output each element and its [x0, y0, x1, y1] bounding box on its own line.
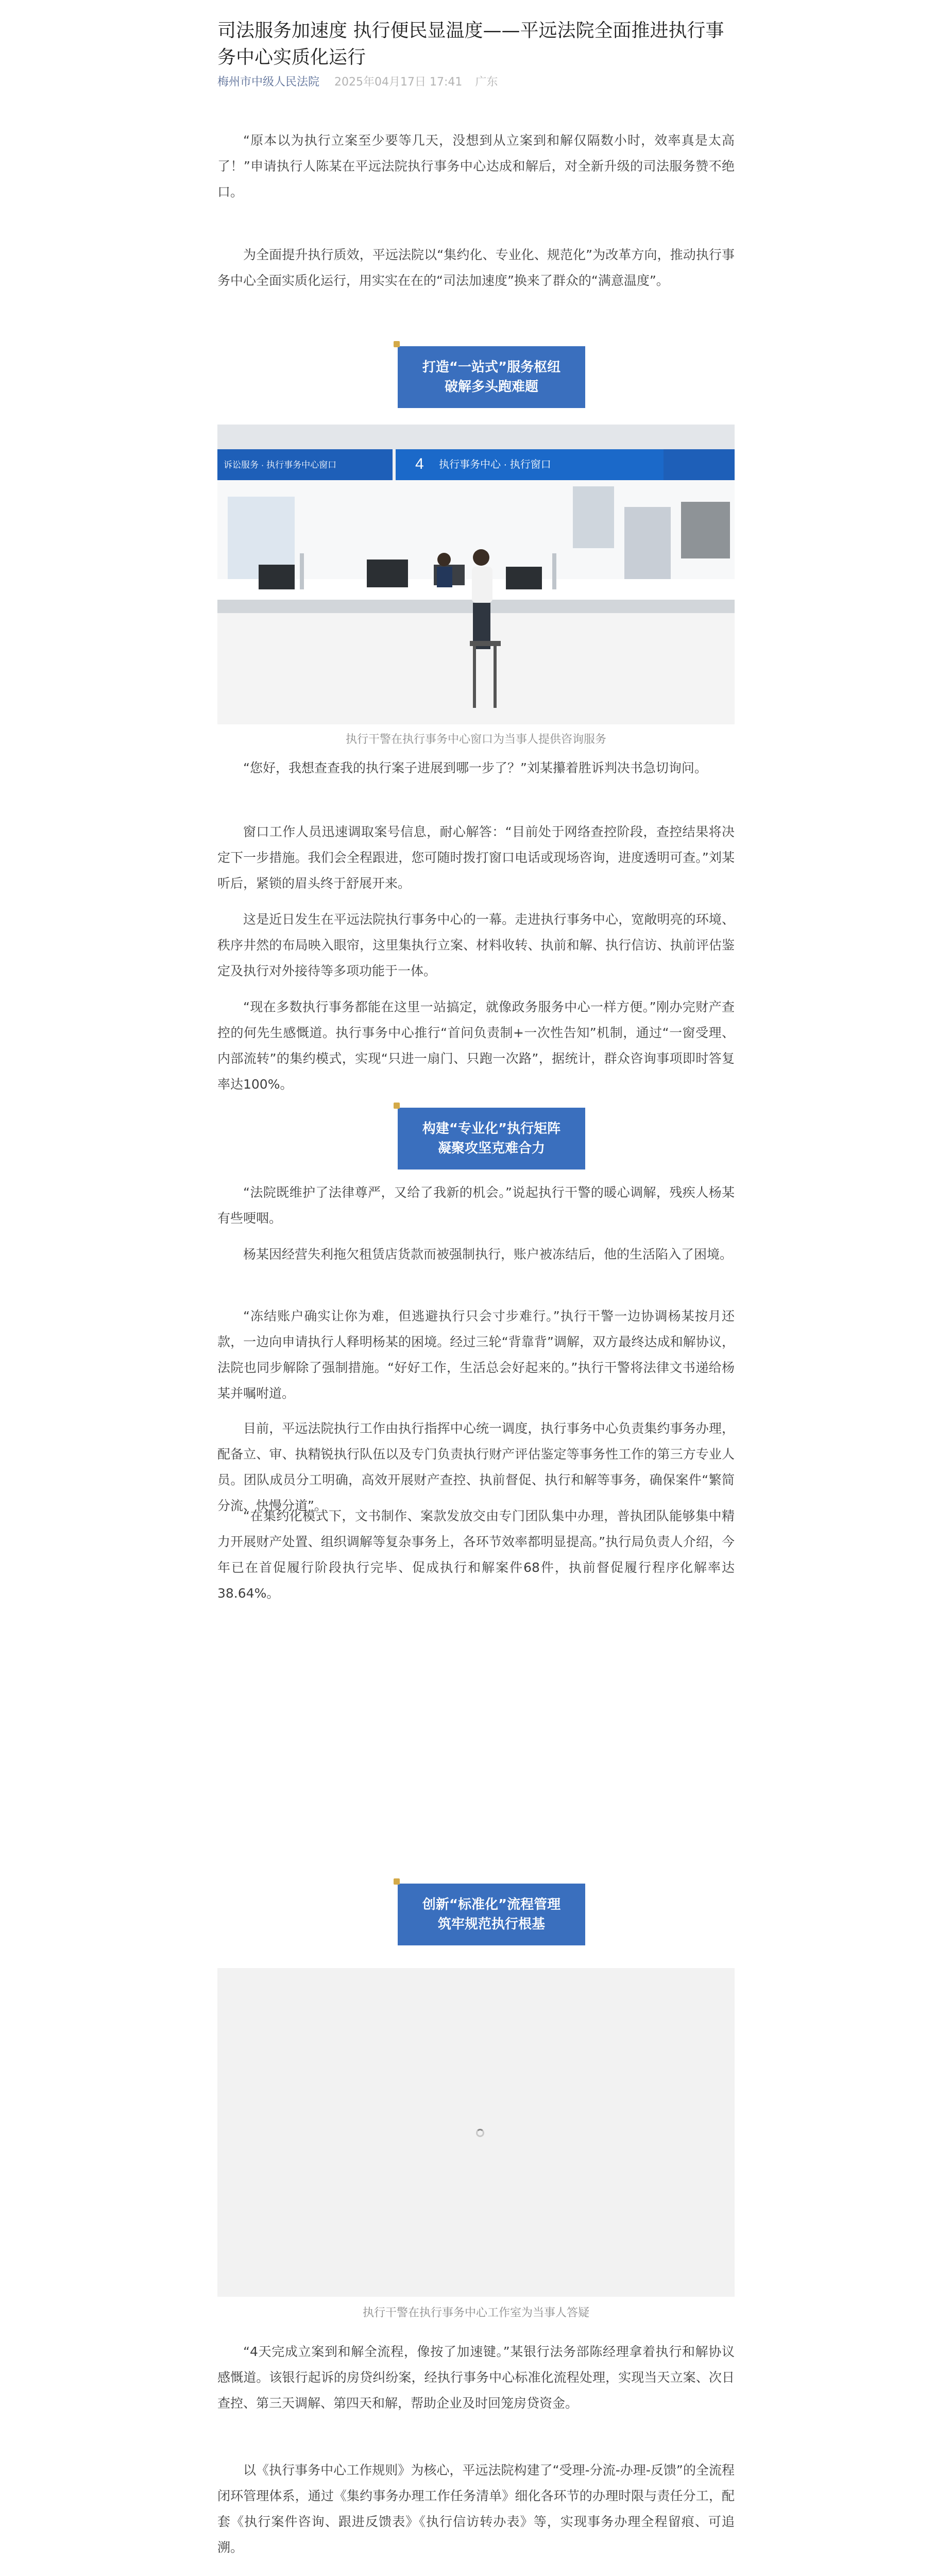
service-center-photo [217, 425, 735, 724]
paragraph: 窗口工作人员迅速调取案号信息，耐心解答：“目前处于网络查控阶段，查控结果将决定下一步措施。我们会全程跟进，您可随时拨打窗口电话或现场咨询，进度透明可查。”刘某听后，紧锁的眉头终于舒展开来。 [217, 824, 735, 891]
paragraph: 以《执行事务中心工作规则》为核心，平远法院构建了“受理-分流-办理-反馈”的全流程闭环管理体系，通过《集约事务办理工作任务清单》细化各环节的办理时限与责任分工，配套《执行案件咨询、跟进反馈表》《执行信访转办表》等，实现事务办理全程留痕、可追溯。 [217, 2463, 735, 2555]
paragraph [217, 2571, 735, 2576]
photo-caption: 执行干警在执行事务中心窗口为当事人提供咨询服务 [345, 733, 606, 746]
section-heading-line1: 构建“专业化”执行矩阵 [422, 1121, 561, 1137]
account-link[interactable]: 梅州市中级人民法院 [217, 76, 320, 89]
paragraph: 为全面提升执行质效，平远法院以“集约化、专业化、规范化”为改革方向，推动执行事务中心全面实质化运行，用实实在在的“司法加速度”换来了群众的“满意温度”。 [217, 247, 735, 288]
section-heading [398, 1884, 585, 1945]
section-heading [398, 1108, 585, 1170]
paragraph: 这是近日发生在平远法院执行事务中心的一幕。走进执行事务中心，宽敞明亮的环境、秩序井然的布局映入眼帘，这里集执行立案、材料收转、执前和解、执行信访、执前评估鉴定及执行对外接待等多项功能于一体。 [217, 912, 735, 978]
section-heading-line2: 凝聚攻坚克难合力 [437, 1141, 545, 1156]
paragraph: “法院既维护了法律尊严，又给了我新的机会。”说起执行干警的暖心调解，残疾人杨某有些哽咽。 [217, 1185, 735, 1226]
paragraph: “现在多数执行事务都能在这里一站搞定，就像政务服务中心一样方便。”刚办完财产查控的何先生感慨道。执行事务中心推行“首问负责制+一次性告知”机制，通过“一窗受理、内部流转”的集约模式，实现“只进一扇门、只跑一次路”，据统计，群众咨询事项即时答复率达100%。 [217, 999, 735, 1092]
article-meta [217, 73, 498, 89]
paragraph: “您好，我想查查我的执行案子进展到哪一步了？”刘某攥着胜诉判决书急切询问。 [243, 760, 707, 775]
paragraph: 杨某因经营失利拖欠租赁店货款而被强制执行，账户被冻结后，他的生活陷入了困境。 [243, 1247, 733, 1262]
paragraph: “在集约化模式下，文书制作、案款发放交由专门团队集中办理，普执团队能够集中精力开展财产处置、组织调解等复杂事务上，各环节效率都明显提高。”执行局负责人介绍，今年已在首促履行阶段执行完毕、促成执行和解案件68件，执前督促履行程序化解率达38.64%。 [217, 1509, 735, 1601]
photo-caption: 执行干警在执行事务中心工作室为当事人答疑 [362, 2307, 589, 2319]
paragraph: “4天完成立案到和解全流程，像按了加速键。”某银行法务部陈经理拿着执行和解协议感慨道。该银行起诉的房贷纠纷案，经执行事务中心标准化流程处理，实现当天立案、次日查控、第三天调解、第四天和解，帮助企业及时回笼房贷资金。 [217, 2344, 735, 2411]
service-center-illustration [217, 425, 735, 724]
section-heading-line2: 筑牢规范执行根基 [437, 1917, 545, 1932]
paragraph: 目前，平远法院执行工作由执行指挥中心统一调度，执行事务中心负责集约事务办理，配备立、审、执精锐执行队伍以及专门负责执行财产评估鉴定等事务性工作的第三方专业人员。团队成员分工明确，高效开展财产查控、执前督促、执行和解等事务，确保案件“繁简分流、快慢分道”。 [217, 1421, 735, 1513]
section-heading-line2: 破解多头跑难题 [444, 379, 538, 395]
sign-main: 执行事务中心 · 执行窗口 [439, 459, 551, 470]
paragraph: “原本以为执行立案至少要等几天，没想到从立案到和解仅隔数小时，效率真是太高了！”申请执行人陈某在平远法院执行事务中心达成和解后，对全新升级的司法服务赞不绝口。 [217, 133, 735, 199]
paragraph: “冻结账户确实让你为难，但逃避执行只会寸步难行。”执行干警一边协调杨某按月还款，一边向申请执行人释明杨某的困境。经过三轮“背靠背”调解，双方最终达成和解协议，法院也同步解除了强制措施。“好好工作，生活总会好起来的。”执行干警将法律文书递给杨某并嘱咐道。 [217, 1309, 735, 1401]
section-heading-line1: 创新“标准化”流程管理 [422, 1897, 561, 1912]
section-heading-line1: 打造“一站式”服务枢纽 [422, 360, 561, 375]
sign-left: 诉讼服务 · 执行事务中心窗口 [224, 460, 337, 470]
section-heading [398, 346, 585, 408]
image-loading-placeholder [217, 1968, 735, 2297]
window-number: 4 [415, 455, 424, 472]
publish-datetime: 2025年04月17日 17:41 [334, 76, 463, 89]
loading-spinner-icon [476, 2129, 484, 2137]
article-title: 司法服务加速度 执行便民显温度——平远法院全面推进执行事务中心实质化运行 [217, 20, 724, 68]
location-label: 广东 [475, 76, 498, 89]
